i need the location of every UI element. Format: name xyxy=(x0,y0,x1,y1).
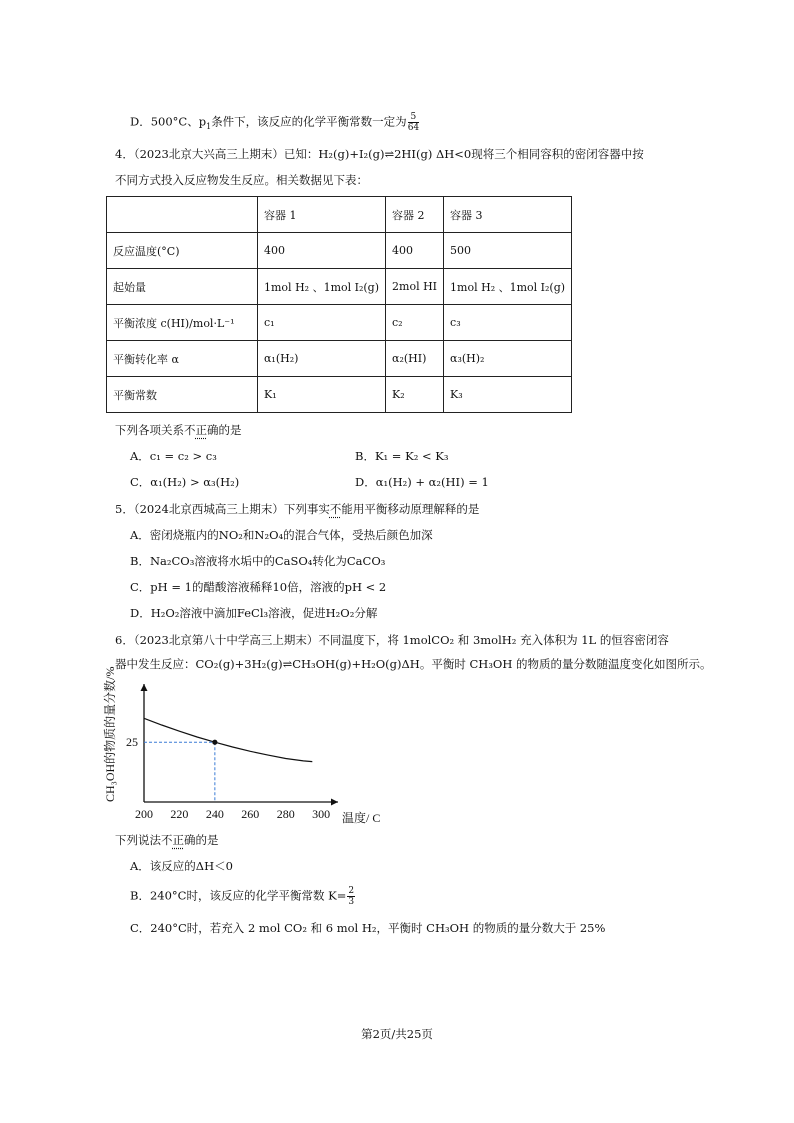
q6-chart xyxy=(100,666,381,828)
q4-stem-suffix: 现将三个相同容积的密闭容器中按 xyxy=(471,147,644,161)
x-tick-label: 200 xyxy=(135,807,153,821)
table-cell: α₂(HI) xyxy=(386,341,444,377)
table-cell: K₁ xyxy=(258,377,386,413)
table-row xyxy=(107,269,572,305)
q4-stem-line2: 不同方式投入反应物发生反应。相关数据见下表： xyxy=(115,173,368,187)
table-cell: 起始量 xyxy=(107,269,258,305)
table-cell: 平衡常数 xyxy=(107,377,258,413)
q4-question-a: 下列各项关系不 xyxy=(115,423,196,437)
x-tick-label: 240 xyxy=(205,807,224,821)
q6-option-b xyxy=(130,886,355,907)
q6-question-emph: 正 xyxy=(172,833,184,847)
table-row xyxy=(107,377,572,413)
q3-frac-num: 5 xyxy=(408,112,419,123)
table-header-cell xyxy=(107,197,258,233)
q6-option-a: A．该反应的ΔH＜0 xyxy=(130,859,233,873)
table-cell: 1mol H₂ 、1mol I₂(g) xyxy=(258,269,386,305)
table-row xyxy=(107,341,572,377)
table-cell: 400 xyxy=(386,233,444,269)
table-cell: α₃(H)₂ xyxy=(444,341,572,377)
y-tick-label: 25 xyxy=(126,735,138,750)
x-tick-label: 300 xyxy=(312,807,331,821)
x-tick-label: 220 xyxy=(170,807,189,821)
q6-stem-line2: 器中发生反应：CO₂(g)+3H₂(g)⇌CH₃OH(g)+H₂O(g)ΔH。平衡时 CH₃OH 的物质的量分数随温度变化如图所示。 xyxy=(115,657,712,671)
table-row xyxy=(107,233,572,269)
q4-option-a: A．c₁ = c₂ > c₃ xyxy=(130,449,217,463)
q4-stem-line1 xyxy=(115,146,644,162)
q6-frac-num: 2 xyxy=(348,886,355,896)
x-axis-label: 温度/ C xyxy=(342,811,381,825)
q3-optd-sub: 1 xyxy=(206,121,212,131)
q5-option-d: D．H₂O₂溶液中滴加FeCl₃溶液，促进H₂O₂分解 xyxy=(130,606,378,620)
q4-question xyxy=(115,422,242,438)
q3-fraction xyxy=(408,112,419,133)
table-cell: c₂ xyxy=(386,305,444,341)
q4-option-c: C．α₁(H₂) > α₃(H₂) xyxy=(130,475,240,489)
table-header-cell: 容器 3 xyxy=(444,197,572,233)
q3-optd-mid: 条件下，该反应的化学平衡常数一定为 xyxy=(211,114,407,129)
q5-option-b: B．Na₂CO₃溶液将水垢中的CaSO₄转化为CaCO₃ xyxy=(130,554,386,568)
q4-option-b: B．K₁ = K₂ < K₃ xyxy=(355,449,449,463)
q3-optd-prefix: D．500°C、p xyxy=(130,114,207,129)
q5-stem-emph: 不 xyxy=(329,502,342,516)
q6-question-c: 确的是 xyxy=(184,833,219,847)
table-cell: K₂ xyxy=(386,377,444,413)
table-cell: 平衡浓度 c(HI)/mol·L⁻¹ xyxy=(107,305,258,341)
q6-option-c: C．240°C时，若充入 2 mol CO₂ 和 6 mol H₂，平衡时 CH₃OH 的物质的量分数大于 25% xyxy=(130,921,606,935)
table-cell: 400 xyxy=(258,233,386,269)
table-header-row xyxy=(107,197,572,233)
series-line xyxy=(144,718,312,761)
q6-optb-prefix: B．240°C时，该反应的化学平衡常数 K= xyxy=(130,888,347,903)
q5-option-c: C．pH = 1的醋酸溶液稀释10倍，溶液的pH < 2 xyxy=(130,580,387,594)
y-axis-arrow-icon xyxy=(141,684,148,691)
table-row xyxy=(107,305,572,341)
table-cell: 1mol H₂ 、1mol I₂(g) xyxy=(444,269,572,305)
q5-option-a: A．密闭烧瓶内的NO₂和N₂O₄的混合气体，受热后颜色加深 xyxy=(130,528,433,542)
q4-question-emph: 正 xyxy=(195,423,207,437)
y-axis-label: CH₃OH的物质的量分数/% xyxy=(103,666,117,802)
table-header-cell: 容器 1 xyxy=(258,197,386,233)
q6-fraction xyxy=(347,886,355,907)
table-cell: α₁(H₂) xyxy=(258,341,386,377)
table-cell: 平衡转化率 α xyxy=(107,341,258,377)
q4-stem-prefix: 4．（2023北京大兴高三上期末）已知： xyxy=(115,147,319,161)
q3-frac-den: 64 xyxy=(407,123,420,133)
marked-point xyxy=(212,740,217,745)
table-cell: c₃ xyxy=(444,305,572,341)
table-cell: 500 xyxy=(444,233,572,269)
x-tick-label: 260 xyxy=(241,807,260,821)
q4-question-c: 确的是 xyxy=(207,423,242,437)
q3-option-d xyxy=(130,112,419,135)
q4-equation: H₂(g)+I₂(g)⇌2HI(g) ΔH<0 xyxy=(318,147,472,161)
q6-question-a: 下列说法不 xyxy=(115,833,173,847)
q6-frac-den: 3 xyxy=(348,897,355,907)
x-tick-label: 280 xyxy=(276,807,295,821)
x-axis-arrow-icon xyxy=(331,799,338,806)
table-cell: 反应温度(°C) xyxy=(107,233,258,269)
q4-option-d: D．α₁(H₂) + α₂(HI) = 1 xyxy=(355,475,489,489)
page-number: 第2页/共25页 xyxy=(361,1027,433,1041)
table-cell: c₁ xyxy=(258,305,386,341)
q5-stem-c: 能用平衡移动原理解释的是 xyxy=(341,502,480,516)
q5-stem-a: 5．（2024北京西城高三上期末）下列事实 xyxy=(115,502,330,516)
q4-data-table xyxy=(106,196,572,413)
q6-stem-line1: 6．（2023北京第八十中学高三上期末）不同温度下，将 1molCO₂ 和 3molH₂ 充入体积为 1L 的恒容密闭容 xyxy=(115,633,669,647)
q6-question xyxy=(115,832,219,848)
table-cell: 2mol HI xyxy=(386,269,444,305)
q5-stem xyxy=(115,501,479,517)
table-header-cell: 容器 2 xyxy=(386,197,444,233)
table-cell: K₃ xyxy=(444,377,572,413)
